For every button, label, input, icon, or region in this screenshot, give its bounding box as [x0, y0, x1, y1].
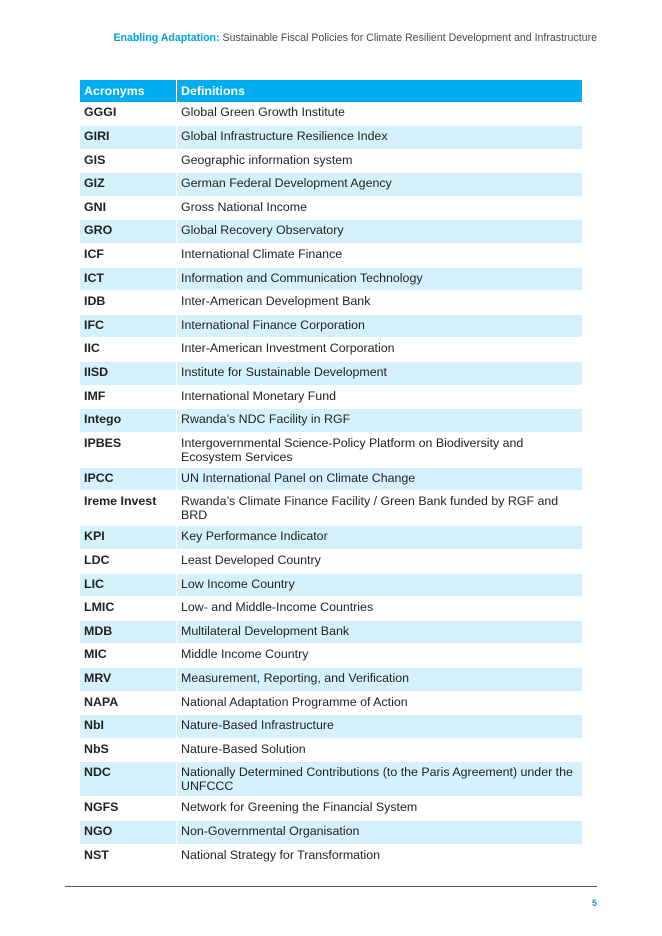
definition-cell: Global Green Growth Institute	[177, 102, 583, 126]
definition-cell: Information and Communication Technology	[177, 267, 583, 291]
table-row	[80, 149, 582, 173]
table-row	[80, 362, 582, 386]
table-row	[80, 844, 582, 868]
definition-cell: Geographic information system	[177, 149, 583, 173]
acronym-cell: NbI	[80, 715, 177, 739]
acronym-cell: MIC	[80, 644, 177, 668]
definition-cell: Least Developed Country	[177, 550, 583, 574]
acronym-cell: GIS	[80, 149, 177, 173]
definition-cell: UN International Panel on Climate Change	[177, 467, 583, 491]
definition-cell: Low- and Middle-Income Countries	[177, 597, 583, 621]
table-row	[80, 244, 582, 268]
definition-cell: International Finance Corporation	[177, 314, 583, 338]
table-row	[80, 267, 582, 291]
definition-cell: Inter-American Development Bank	[177, 291, 583, 315]
table-header-row	[80, 80, 582, 102]
running-header	[113, 32, 597, 44]
definition-cell: Rwanda’s NDC Facility in RGF	[177, 409, 583, 433]
footer-rule	[65, 886, 597, 887]
acronym-cell: NGFS	[80, 797, 177, 821]
definition-cell: Inter-American Investment Corporation	[177, 338, 583, 362]
definition-cell: Global Infrastructure Resilience Index	[177, 126, 583, 150]
table-row	[80, 291, 582, 315]
table-row	[80, 667, 582, 691]
table-row	[80, 526, 582, 550]
definition-cell: Key Performance Indicator	[177, 526, 583, 550]
definition-cell: Nature-Based Infrastructure	[177, 715, 583, 739]
acronyms-table	[80, 80, 582, 868]
definition-cell: German Federal Development Agency	[177, 173, 583, 197]
definition-cell: Measurement, Reporting, and Verification	[177, 667, 583, 691]
acronym-cell: NGO	[80, 820, 177, 844]
column-header-acronyms: Acronyms	[80, 80, 177, 102]
acronym-cell: IMF	[80, 385, 177, 409]
column-header-definitions: Definitions	[177, 80, 583, 102]
header-subtitle: Sustainable Fiscal Policies for Climate Resilient Development and Infrastructure	[219, 32, 597, 44]
definition-cell: Middle Income Country	[177, 644, 583, 668]
table-row	[80, 797, 582, 821]
acronym-cell: NDC	[80, 762, 177, 797]
header-title: Enabling Adaptation:	[113, 32, 220, 44]
definition-cell: Multilateral Development Bank	[177, 620, 583, 644]
definition-cell: International Monetary Fund	[177, 385, 583, 409]
table-row	[80, 220, 582, 244]
table-row	[80, 820, 582, 844]
table-row	[80, 173, 582, 197]
table-row	[80, 491, 582, 526]
definition-cell: International Climate Finance	[177, 244, 583, 268]
definition-cell: National Strategy for Transformation	[177, 844, 583, 868]
table-row	[80, 738, 582, 762]
table-row	[80, 715, 582, 739]
acronym-cell: IISD	[80, 362, 177, 386]
acronym-cell: MRV	[80, 667, 177, 691]
table-row	[80, 644, 582, 668]
definition-cell: Institute for Sustainable Development	[177, 362, 583, 386]
acronym-cell: IIC	[80, 338, 177, 362]
acronym-cell: NAPA	[80, 691, 177, 715]
acronym-cell: GIZ	[80, 173, 177, 197]
definition-cell: Gross National Income	[177, 196, 583, 220]
acronym-cell: GRO	[80, 220, 177, 244]
table-row	[80, 432, 582, 467]
acronym-cell: ICF	[80, 244, 177, 268]
table-row	[80, 126, 582, 150]
table-row	[80, 550, 582, 574]
page-number: 5	[591, 898, 597, 908]
table-row	[80, 314, 582, 338]
definition-cell: National Adaptation Programme of Action	[177, 691, 583, 715]
definition-cell: Rwanda’s Climate Finance Facility / Green Bank funded by RGF and BRD	[177, 491, 583, 526]
table-row	[80, 385, 582, 409]
acronym-cell: GGGI	[80, 102, 177, 126]
table-row	[80, 102, 582, 126]
table-row	[80, 467, 582, 491]
table-row	[80, 691, 582, 715]
acronym-cell: LDC	[80, 550, 177, 574]
definition-cell: Global Recovery Observatory	[177, 220, 583, 244]
table-row	[80, 409, 582, 433]
definition-cell: Network for Greening the Financial System	[177, 797, 583, 821]
acronym-cell: Intego	[80, 409, 177, 433]
table-row	[80, 196, 582, 220]
definition-cell: Nature-Based Solution	[177, 738, 583, 762]
acronym-cell: NbS	[80, 738, 177, 762]
acronym-cell: Ireme Invest	[80, 491, 177, 526]
acronym-cell: MDB	[80, 620, 177, 644]
acronym-cell: IFC	[80, 314, 177, 338]
definition-cell: Non-Governmental Organisation	[177, 820, 583, 844]
definition-cell: Intergovernmental Science-Policy Platform on Biodiversity and Ecosystem Services	[177, 432, 583, 467]
table-row	[80, 762, 582, 797]
acronym-cell: NST	[80, 844, 177, 868]
acronym-cell: IPCC	[80, 467, 177, 491]
table-row	[80, 338, 582, 362]
definition-cell: Nationally Determined Contributions (to the Paris Agreement) under the UNFCCC	[177, 762, 583, 797]
acronym-cell: IPBES	[80, 432, 177, 467]
acronym-cell: GNI	[80, 196, 177, 220]
acronym-cell: IDB	[80, 291, 177, 315]
acronym-cell: LIC	[80, 573, 177, 597]
acronym-cell: GIRI	[80, 126, 177, 150]
table-row	[80, 620, 582, 644]
definition-cell: Low Income Country	[177, 573, 583, 597]
table-row	[80, 597, 582, 621]
acronym-cell: ICT	[80, 267, 177, 291]
table-row	[80, 573, 582, 597]
acronym-cell: KPI	[80, 526, 177, 550]
acronym-cell: LMIC	[80, 597, 177, 621]
